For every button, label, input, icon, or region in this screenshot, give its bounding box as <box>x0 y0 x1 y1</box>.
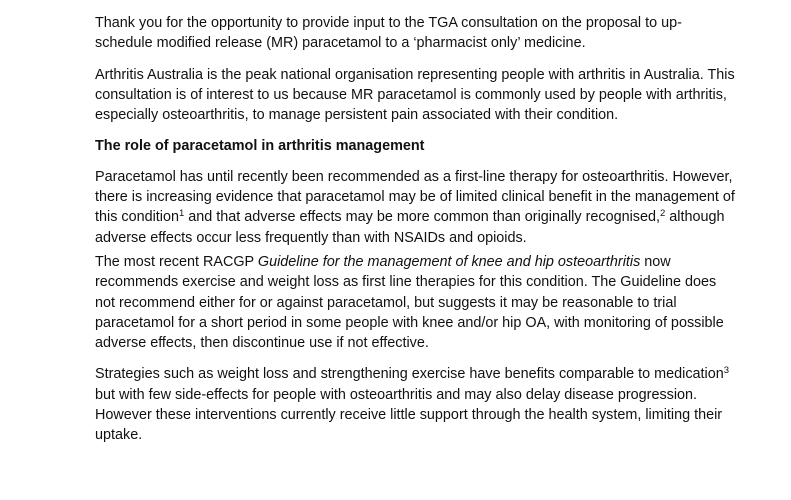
paragraph-text: although adverse effects occur less frequently than with NSAIDs and opioids. <box>95 209 725 246</box>
paragraph-text: Paracetamol has until recently been recommended as a first-line therapy for osteoarthritis. However, there is increasing evidence that paracetamol may be of limited clinical benefit in the management of this condition <box>95 168 735 226</box>
paragraph-text: The most recent RACGP <box>95 253 258 270</box>
paragraph-text: Strategies such as weight loss and strengthening exercise have benefits comparable to medication <box>95 366 724 383</box>
paragraph-racgp-guideline <box>95 252 735 353</box>
paragraph-text: now recommends exercise and weight loss as first line therapies for this condition. The Guideline does not recommend either for or against paracetamol, but suggests it may be reasonable to trial paracetamol for a short period in some people with knee and/or hip OA, with monitoring of possible adverse effects, then discontinue use if not effective. <box>95 253 724 352</box>
footnote-ref-2: 2 <box>659 207 666 219</box>
paragraph-organisation: Arthritis Australia is the peak national organisation representing people with arthritis in Australia. This consultation is of interest to us because MR paracetamol is commonly used by people with arthritis, especially osteoarthritis, to manage persistent pain associated with their condition. <box>95 66 735 124</box>
footnote-ref-3: 3 <box>723 364 730 376</box>
document-body <box>95 13 735 457</box>
section-heading: The role of paracetamol in arthritis management <box>95 138 425 155</box>
paragraph-text: but with few side-effects for people with osteoarthritis and may also delay disease progression. However these interventions currently receive little support through the health system, limiting their uptake. <box>95 386 723 444</box>
paragraph-intro: Thank you for the opportunity to provide input to the TGA consultation on the proposal to up-schedule modified release (MR) paracetamol to a ‘pharmacist only’ medicine. <box>95 15 682 52</box>
paragraph-paracetamol-evidence <box>95 167 735 248</box>
paragraph-strategies <box>95 364 735 445</box>
guideline-title: Guideline for the management of knee and hip osteoarthritis <box>257 253 641 270</box>
footnote-ref-1: 1 <box>179 207 185 219</box>
paragraph-text: and that adverse effects may be more common than originally recognised, <box>184 209 660 226</box>
